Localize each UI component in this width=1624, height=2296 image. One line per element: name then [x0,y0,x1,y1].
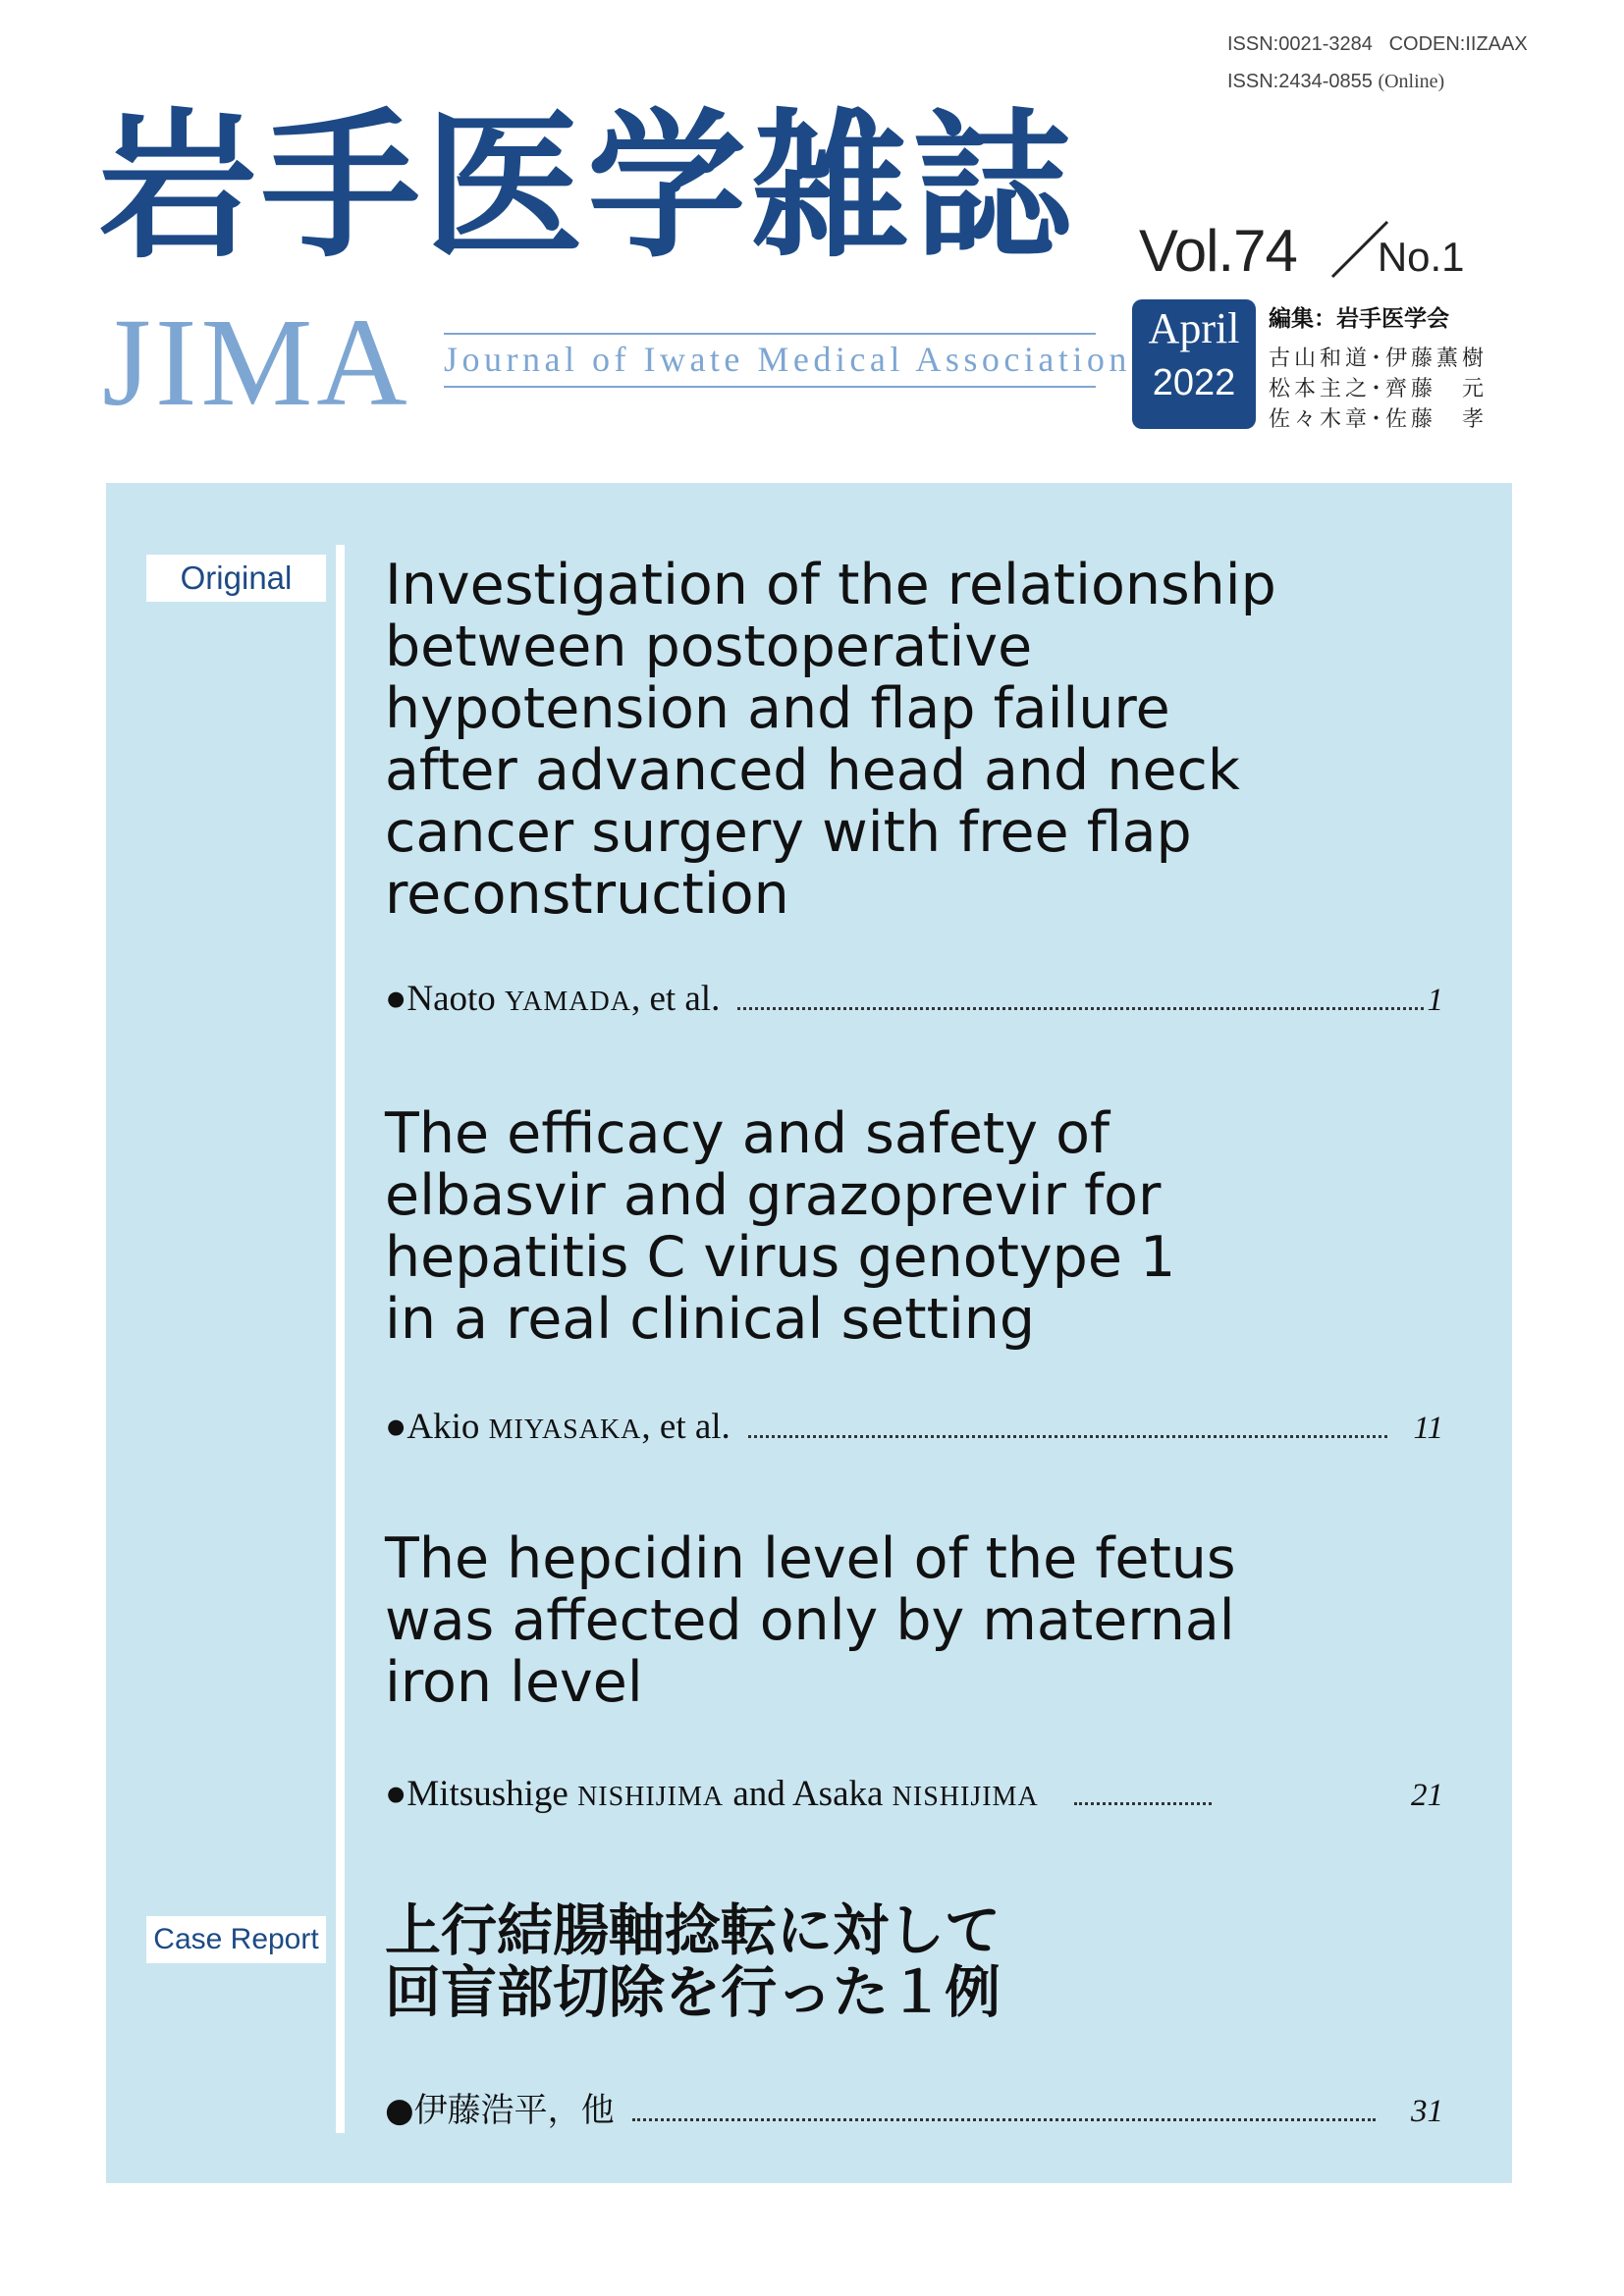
issn-coden-line [1227,33,1528,56]
author-surname: NISHIJIMA [577,1782,725,1812]
article-title[interactable]: Investigation of the relationship between postoperative hypotension and flap failure after advanced head and neck cancer surgery with free flap reconstruction [385,553,1276,927]
coden: CODEN:IIZAAX [1388,33,1528,55]
article-author: ●伊藤浩平，他 [385,2091,615,2130]
editors-row: 古山和道･伊藤薫樹 [1269,347,1489,371]
editors-list [1269,344,1488,435]
author-surname: YAMADA [505,987,631,1017]
article-author: ●Naoto YAMADA, et al. [385,979,721,1019]
article-author-line[interactable] [385,2083,1455,2131]
article-author: ●Mitsushige NISHIJIMA and Asaka NISHIJIMA [385,1774,1039,1814]
issue-month: April [1148,304,1240,352]
journal-rule-bottom [444,386,1096,388]
leader-dots [748,1435,1388,1438]
article-author-line[interactable] [385,1406,1455,1448]
volume: Vol.74 [1139,218,1297,284]
issue-year: 2022 [1152,362,1236,404]
article-title[interactable]: 上行結腸軸捻転に対して 回盲部切除を行った１例 [385,1898,1001,2025]
issue-date-box [1132,299,1256,429]
issn-print: ISSN:0021-3284 [1227,33,1373,55]
issn-online-line [1227,71,1444,93]
article-page-number: 11 [1413,1411,1443,1446]
leader-dots [1074,1802,1212,1805]
article-author: ●Akio MIYASAKA, et al. [385,1407,731,1447]
article-author-line[interactable] [385,1773,1455,1815]
section-label-case-report: Case Report [146,1916,326,1963]
volume-number [1139,218,1465,284]
journal-title-en: Journal of Iwate Medical Association [444,340,1131,379]
editor-label: 編集：岩手医学会 [1269,306,1449,332]
editors-row: 松本主之･齊藤 元 [1269,377,1489,401]
article-author-line[interactable] [385,978,1455,1020]
article-page-number: 31 [1411,2094,1443,2129]
slash-divider [1328,218,1391,281]
article-page-number: 21 [1411,1778,1443,1813]
leader-dots [632,2118,1376,2121]
issue-number: No.1 [1377,234,1465,280]
article-page-number: 1 [1427,983,1443,1018]
issn-online: ISSN:2434-0855 [1227,71,1373,92]
journal-rule-top [444,333,1096,335]
online-label: (Online) [1378,71,1445,92]
article-title[interactable]: The efficacy and safety of elbasvir and grazoprevir for hepatitis C virus genotype 1 in a real clinical setting [385,1101,1176,1352]
author-surname: NISHIJIMA [892,1782,1039,1812]
author-surname: MIYASAKA [488,1415,642,1445]
section-label-original: Original [146,555,326,602]
journal-title-jp: 岩手医学雑誌 [98,95,1076,280]
leader-dots [737,1007,1423,1010]
article-title[interactable]: The hepcidin level of the fetus was affected only by maternal iron level [385,1526,1236,1715]
contents-divider [336,545,345,2133]
editors-row: 佐々木章･佐藤 孝 [1269,407,1489,432]
journal-acronym: JIMA [102,293,411,432]
